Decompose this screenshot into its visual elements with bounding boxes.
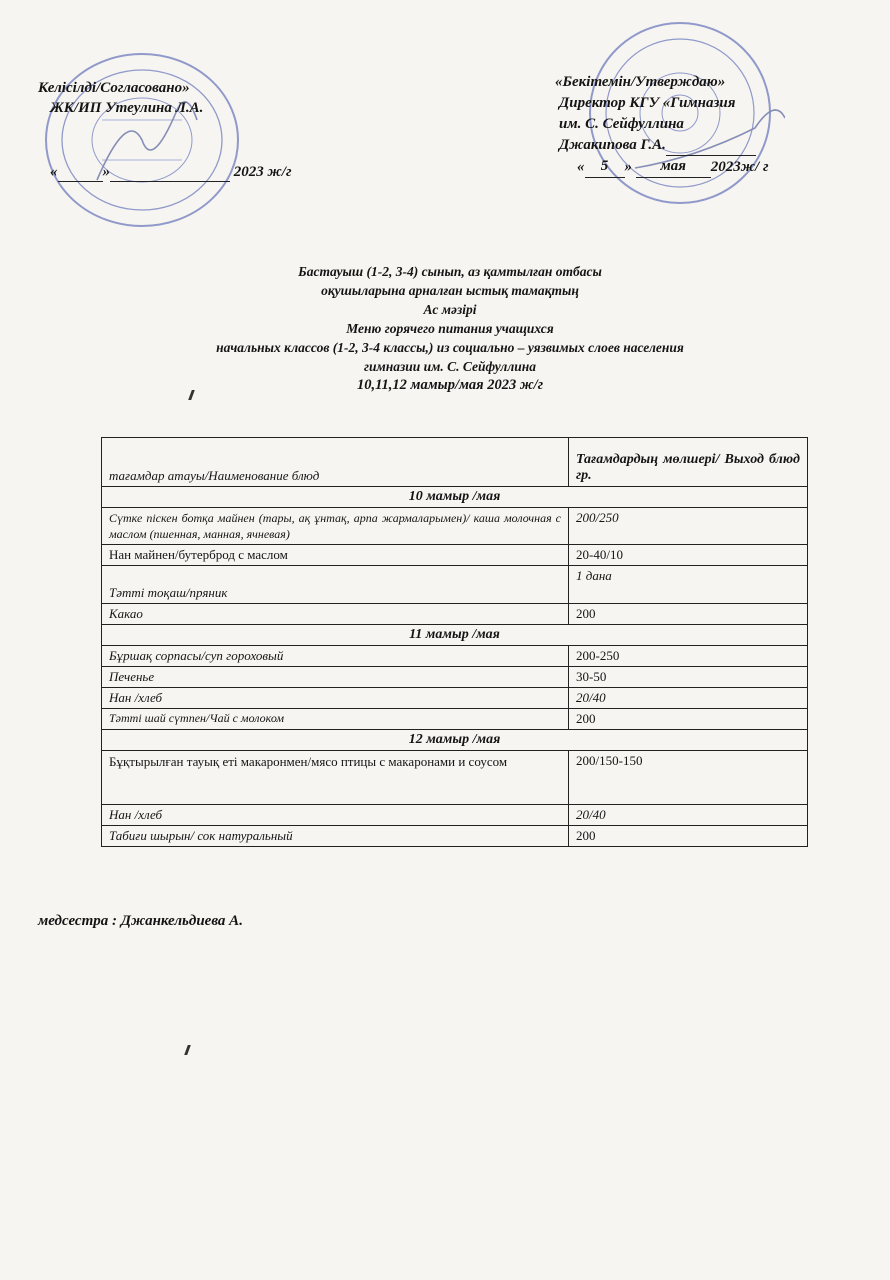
table-row — [102, 566, 808, 604]
table-row — [102, 508, 808, 545]
dish-amount: 20-40/10 — [569, 545, 808, 566]
table-row — [102, 751, 808, 805]
day-label: 12 мамыр /мая — [102, 730, 808, 751]
day-label: 11 мамыр /мая — [102, 625, 808, 646]
nurse-signature: медсестра : Джанкельдиева А. — [38, 913, 243, 929]
date-open-quote: « — [50, 164, 58, 180]
approve-label: «Бекітемін/Утверждаю» — [555, 74, 726, 90]
title-dates: 10,11,12 мамыр/мая 2023 ж/г — [356, 377, 544, 393]
title-line-3: Ас мәзірі — [423, 302, 477, 317]
date-month-field: мая — [636, 156, 711, 178]
date-year: 2023 ж/г — [233, 164, 292, 180]
approver-name-text: Джакипова Г.А. — [559, 137, 666, 153]
title-line-1: Бастауыш (1-2, 3-4) сынып, аз қамтылған отбасы — [298, 264, 602, 279]
day-row — [102, 730, 808, 751]
approval-block-left — [38, 78, 292, 182]
table-row — [102, 709, 808, 730]
date-open-quote-right: « — [577, 159, 585, 175]
table-row — [102, 805, 808, 826]
dish-name: Тәтті тоқаш/пряник — [102, 566, 569, 604]
dish-amount: 200/250 — [569, 508, 808, 545]
agreed-person: ЖК/ИП Утеулина Л.А. — [50, 100, 204, 116]
dish-name: Табиғи шырын/ сок натуральный — [102, 826, 569, 847]
date-day-field: 5 — [585, 156, 625, 178]
title-line-5: начальных классов (1-2, 3-4 классы,) из социально – уязвимых слоев населения — [216, 340, 684, 355]
dish-name: Тәтті шай сүтпен/Чай с молоком — [102, 709, 569, 730]
day-row — [102, 625, 808, 646]
agreed-label: Келісілді/Согласовано» — [38, 80, 190, 96]
dish-name: Сүтке піскен ботқа майнен (тары, ақ ұнтақ, арпа жармаларымен)/ каша молочная с маслом (пшенная, манная, ячневая) — [102, 508, 569, 545]
date-close-quote-right: » — [624, 159, 632, 175]
header-portion: Тағамдардың мөлшері/ Выход блюд гр. — [569, 438, 808, 487]
title-line-4: Меню горячего питания учащихся — [346, 321, 554, 336]
table-row — [102, 826, 808, 847]
approval-block-right — [555, 72, 769, 178]
dish-amount: 20/40 — [569, 805, 808, 826]
day-row — [102, 487, 808, 508]
dish-name: Нан майнен/бутерброд с маслом — [102, 545, 569, 566]
approver-title: Директор КГУ «Гимназия — [559, 95, 736, 111]
table-row — [102, 545, 808, 566]
approve-date-line — [555, 156, 769, 178]
dish-name: Печенье — [102, 667, 569, 688]
dish-amount: 200/150-150 — [569, 751, 808, 805]
menu-table — [101, 437, 808, 847]
signature-space-left — [38, 118, 292, 162]
day-label: 10 мамыр /мая — [102, 487, 808, 508]
table-row — [102, 667, 808, 688]
dish-name: Бұршақ сорпасы/суп гороховый — [102, 646, 569, 667]
document-title — [110, 262, 790, 395]
dish-amount: 200-250 — [569, 646, 808, 667]
date-month-blank — [110, 181, 230, 182]
date-day-blank — [58, 181, 103, 182]
dish-amount: 20/40 — [569, 688, 808, 709]
table-row — [102, 646, 808, 667]
dish-name: Нан /хлеб — [102, 805, 569, 826]
header-dish-name: тағамдар атауы/Наименование блюд — [102, 438, 569, 487]
title-line-6: гимназии им. С. Сейфуллина — [363, 359, 537, 374]
table-row — [102, 688, 808, 709]
dish-amount: 1 дана — [569, 566, 808, 604]
stray-mark — [184, 1045, 191, 1055]
table-row — [102, 604, 808, 625]
dish-amount: 200 — [569, 604, 808, 625]
table-header-row — [102, 438, 808, 487]
date-year-right: 2023ж/ г — [710, 159, 769, 175]
dish-amount: 30-50 — [569, 667, 808, 688]
dish-name: Какао — [102, 604, 569, 625]
dish-amount: 200 — [569, 826, 808, 847]
approver-name — [555, 135, 769, 156]
title-line-2: оқушыларына арналған ыстық тамақтың — [321, 283, 579, 298]
date-close-quote: » — [102, 164, 110, 180]
agreed-date-line — [50, 162, 292, 182]
dish-name: Бұқтырылған тауық еті макаронмен/мясо птицы с макаронами и соусом — [102, 751, 569, 805]
dish-amount: 200 — [569, 709, 808, 730]
dish-name: Нан /хлеб — [102, 688, 569, 709]
approver-school: им. С. Сейфуллина — [559, 116, 684, 132]
